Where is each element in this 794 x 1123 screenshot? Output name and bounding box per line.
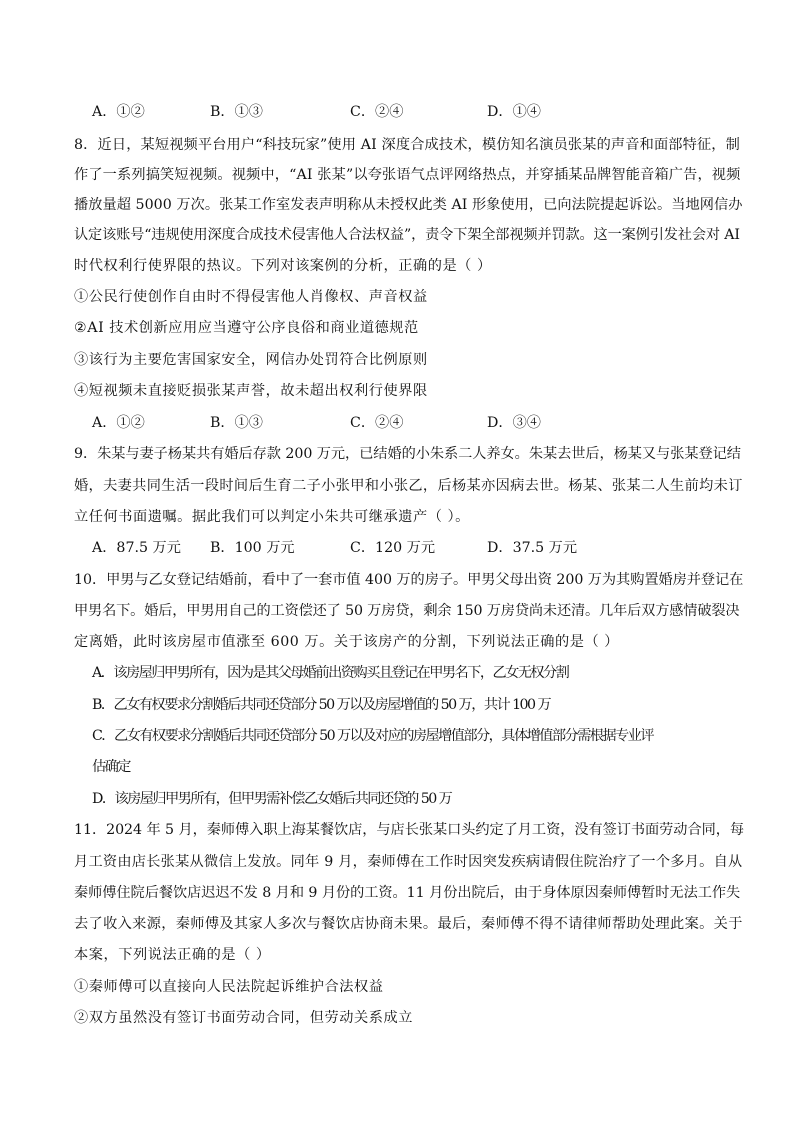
q8-option-b[interactable]: B．①③: [210, 415, 263, 431]
q8-option-d[interactable]: D．③④: [487, 415, 541, 431]
q8-statement: ②AI 技术创新应用应当遵守公序良俗和商业道德规范: [74, 320, 419, 336]
q11-stem-line: 去了收入来源，秦师傅及其家人多次与餐饮店协商未果。最后，秦师傅不得不请律师帮助处理此案。关于: [74, 916, 743, 932]
q8-option-c[interactable]: C．②④: [350, 415, 404, 431]
q8-options: [92, 413, 732, 433]
q11-stem-line: 月工资由店长张某从微信上发放。同年 9 月，秦师傅在工作时因突发疾病请假住院治疗了一个多月。自从: [74, 854, 743, 870]
q7-options: [92, 102, 732, 122]
q9-option-b[interactable]: B．100 万元: [210, 540, 295, 556]
q10-option-c[interactable]: C．乙女有权要求分割婚后共同还贷部分 50 万以及对应的房屋增值部分，具体增值部分需根据专业评: [92, 728, 653, 744]
q8-statement: ④短视频未直接贬损张某声誉，故未超出权利行使界限: [74, 383, 428, 399]
q11-stem-line: 秦师傅住院后餐饮店迟迟不发 8 月和 9 月份的工资。11 月份出院后，由于身体原因秦师傅暂时无法工作失: [74, 885, 741, 901]
q8-stem-line: 作了一系列搞笑短视频。视频中，“AI 张某”以夸张语气点评网络热点，并穿插某品牌智能音箱广告，视频: [74, 167, 741, 183]
q10-option-c-cont: 估确定: [92, 759, 130, 775]
q8-stem-line: 认定该账号“违规使用深度合成技术侵害他人合法权益”，责令下架全部视频并罚款。这一案例引发社会对 AI: [74, 227, 740, 243]
q7-option-a[interactable]: A．①②: [92, 104, 145, 120]
q8-stem-line: 时代权利行使界限的热议。下列对该案例的分析，正确的是（ ）: [74, 258, 492, 274]
q9-stem-line: 立任何书面遗嘱。据此我们可以判定小朱共可继承遗产（ ）。: [74, 509, 470, 525]
q7-option-d[interactable]: D．①④: [487, 104, 541, 120]
q10-stem-line: 10．甲男与乙女登记结婚前，看中了一套市值 400 万的房子。甲男父母出资 200 万为其购置婚房并登记在: [74, 572, 744, 588]
q9-option-a[interactable]: A．87.5 万元: [92, 540, 181, 556]
q7-option-b[interactable]: B．①③: [210, 104, 263, 120]
q8-statement: ③该行为主要危害国家安全，网信办处罚符合比例原则: [74, 352, 428, 368]
q8-stem-line: 播放量超 5000 万次。张某工作室发表声明称从未授权此类 AI 形象使用，已向法院提起诉讼。当地网信办: [74, 197, 743, 213]
q10-stem-line: 定离婚，此时该房屋市值涨至 600 万。关于该房产的分割，下列说法正确的是（ ）: [74, 634, 619, 650]
q10-option-d[interactable]: D．该房屋归甲男所有，但甲男需补偿乙女婚后共同还贷的 50 万: [92, 791, 452, 807]
q7-option-c[interactable]: C．②④: [350, 104, 404, 120]
q9-option-c[interactable]: C．120 万元: [350, 540, 436, 556]
q11-statement: ①秦师傅可以直接向人民法院起诉维护合法权益: [74, 979, 384, 995]
q11-stem-line: 11．2024 年 5 月，秦师傅入职上海某餐饮店，与店长张某口头约定了月工资，没有签订书面劳动合同，每: [74, 822, 744, 838]
q10-stem-line: 甲男名下。婚后，甲男用自己的工资偿还了 50 万房贷，剩余 150 万房贷尚未还清。几年后双方感情破裂决: [74, 603, 740, 619]
q9-options: [92, 538, 732, 558]
q10-option-a[interactable]: A．该房屋归甲男所有，因为是其父母婚前出资购买且登记在甲男名下，乙女无权分割: [92, 665, 569, 681]
q8-statement: ①公民行使创作自由时不得侵害他人肖像权、声音权益: [74, 289, 428, 305]
q8-option-a[interactable]: A．①②: [92, 415, 145, 431]
q9-stem-line: 9．朱某与妻子杨某共有婚后存款 200 万元，已结婚的小朱系二人养女。朱某去世后，杨某又与张某登记结: [74, 446, 741, 462]
q9-stem-line: 婚，夫妻共同生活一段时间后生育二子小张甲和小张乙，后杨某亦因病去世。杨某、张某二人生前均未订: [74, 478, 743, 494]
q8-stem-line: 8．近日，某短视频平台用户“科技玩家”使用 AI 深度合成技术，模仿知名演员张某的声音和面部特征，制: [74, 137, 740, 153]
q11-stem-line: 本案，下列说法正确的是（ ）: [74, 947, 271, 963]
q9-option-d[interactable]: D．37.5 万元: [487, 540, 578, 556]
q10-option-b[interactable]: B．乙女有权要求分割婚后共同还贷部分 50 万以及房屋增值的 50 万，共计 100 万: [92, 697, 551, 713]
q11-statement: ②双方虽然没有签订书面劳动合同，但劳动关系成立: [74, 1010, 413, 1026]
